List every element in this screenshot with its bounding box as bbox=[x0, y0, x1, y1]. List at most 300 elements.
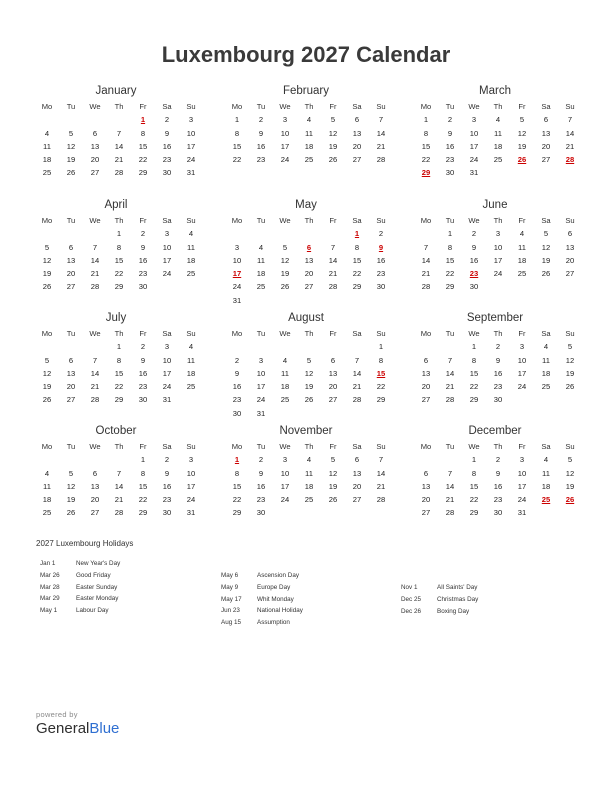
day-cell: 6 bbox=[330, 355, 336, 365]
day-cell: 10 bbox=[186, 468, 196, 478]
day-cell: 3 bbox=[258, 355, 264, 365]
day-cell: 10 bbox=[280, 468, 290, 478]
weekday-header: We bbox=[279, 216, 291, 225]
day-cell: 5 bbox=[44, 242, 50, 252]
weekday-header: Th bbox=[114, 329, 124, 338]
day-cell: 15 bbox=[232, 141, 242, 151]
month-april bbox=[36, 198, 196, 294]
day-cell: 22 bbox=[445, 269, 455, 279]
day-cell: 23 bbox=[138, 269, 148, 279]
weekday-header: Th bbox=[493, 102, 503, 111]
empty-day-cell bbox=[273, 227, 297, 240]
day-cell: 7 bbox=[330, 242, 336, 252]
weekday-header: Th bbox=[493, 329, 503, 338]
day-cell: 4 bbox=[282, 355, 288, 365]
day-cell: 29 bbox=[232, 508, 242, 518]
day-cell: 18 bbox=[186, 255, 196, 265]
day-cell: 19 bbox=[66, 155, 76, 165]
weekday-header: Fr bbox=[329, 216, 337, 225]
day-cell: 31 bbox=[186, 168, 196, 178]
day-cell: 5 bbox=[330, 115, 336, 125]
empty-day-cell bbox=[297, 227, 321, 240]
day-cell: 9 bbox=[140, 355, 146, 365]
day-cell: 15 bbox=[352, 255, 362, 265]
weekday-header: Fr bbox=[518, 329, 526, 338]
day-cell: 19 bbox=[541, 255, 551, 265]
day-cell: 15 bbox=[232, 481, 242, 491]
weekday-header: Su bbox=[186, 442, 196, 451]
day-cell: 30 bbox=[138, 282, 148, 292]
day-cell: 17 bbox=[256, 382, 266, 392]
empty-day-cell bbox=[83, 340, 107, 353]
day-cell: 4 bbox=[188, 342, 194, 352]
day-cell: 10 bbox=[256, 368, 266, 378]
day-cell: 3 bbox=[282, 115, 288, 125]
holiday-day-cell: 29 bbox=[421, 168, 431, 178]
day-cell: 29 bbox=[114, 395, 124, 405]
day-cell: 17 bbox=[162, 368, 172, 378]
day-cell: 14 bbox=[114, 141, 124, 151]
weekday-header: We bbox=[89, 216, 101, 225]
weekday-header: Tu bbox=[256, 329, 266, 338]
month-name: December bbox=[468, 425, 522, 437]
day-cell: 11 bbox=[43, 141, 51, 151]
day-cell: 7 bbox=[92, 242, 98, 252]
holiday-name: Good Friday bbox=[76, 571, 111, 579]
weekday-header: We bbox=[468, 216, 480, 225]
holiday-column bbox=[221, 570, 303, 629]
day-cell: 8 bbox=[116, 355, 122, 365]
holiday-date: Dec 26 bbox=[401, 607, 421, 615]
day-cell: 8 bbox=[447, 242, 453, 252]
day-cell: 26 bbox=[328, 495, 338, 505]
holiday-name: Assumption bbox=[257, 619, 290, 627]
month-february bbox=[226, 84, 386, 166]
day-cell: 27 bbox=[90, 168, 100, 178]
day-cell: 20 bbox=[352, 481, 362, 491]
day-cell: 2 bbox=[140, 229, 146, 239]
day-cell: 2 bbox=[447, 115, 453, 125]
day-cell: 15 bbox=[114, 255, 124, 265]
day-cell: 1 bbox=[116, 229, 122, 239]
day-cell: 17 bbox=[280, 481, 290, 491]
holiday-item bbox=[221, 605, 303, 617]
empty-day-cell bbox=[107, 113, 131, 126]
weekday-header: Th bbox=[304, 442, 314, 451]
empty-day-cell bbox=[107, 453, 131, 466]
day-cell: 24 bbox=[162, 382, 172, 392]
day-cell: 13 bbox=[541, 128, 551, 138]
day-cell: 21 bbox=[352, 382, 362, 392]
weekday-header: Su bbox=[186, 329, 196, 338]
day-cell: 27 bbox=[90, 508, 100, 518]
weekday-header: Fr bbox=[518, 442, 526, 451]
day-cell: 2 bbox=[164, 455, 170, 465]
holiday-day-cell: 1 bbox=[234, 455, 240, 465]
day-cell: 17 bbox=[280, 141, 290, 151]
day-cell: 23 bbox=[493, 495, 503, 505]
month-days-grid bbox=[35, 440, 196, 520]
day-cell: 21 bbox=[421, 269, 431, 279]
weekday-header: Mo bbox=[41, 442, 53, 451]
day-cell: 22 bbox=[138, 495, 148, 505]
day-cell: 1 bbox=[140, 455, 146, 465]
holiday-item bbox=[40, 558, 120, 570]
holiday-item bbox=[221, 570, 303, 582]
empty-day-cell bbox=[35, 227, 59, 240]
day-cell: 13 bbox=[421, 368, 431, 378]
month-days-grid bbox=[35, 327, 196, 407]
day-cell: 18 bbox=[304, 481, 314, 491]
day-cell: 14 bbox=[421, 255, 431, 265]
weekday-header: Fr bbox=[329, 329, 337, 338]
month-october bbox=[36, 424, 196, 520]
day-cell: 11 bbox=[281, 368, 289, 378]
day-cell: 12 bbox=[328, 128, 338, 138]
day-cell: 23 bbox=[256, 495, 266, 505]
day-cell: 29 bbox=[445, 282, 455, 292]
day-cell: 19 bbox=[328, 141, 338, 151]
day-cell: 21 bbox=[565, 141, 575, 151]
day-cell: 28 bbox=[445, 395, 455, 405]
day-cell: 4 bbox=[258, 242, 264, 252]
day-cell: 27 bbox=[304, 282, 314, 292]
day-cell: 27 bbox=[66, 282, 76, 292]
day-cell: 4 bbox=[519, 229, 525, 239]
empty-day-cell bbox=[438, 453, 462, 466]
day-cell: 28 bbox=[90, 282, 100, 292]
holiday-name: Boxing Day bbox=[437, 607, 470, 615]
day-cell: 24 bbox=[517, 495, 527, 505]
day-cell: 26 bbox=[280, 282, 290, 292]
day-cell: 14 bbox=[376, 468, 386, 478]
day-cell: 15 bbox=[445, 255, 455, 265]
day-cell: 21 bbox=[376, 481, 386, 491]
weekday-header: Su bbox=[565, 442, 575, 451]
weekday-header: Sa bbox=[541, 442, 551, 451]
day-cell: 30 bbox=[493, 395, 503, 405]
weekday-header: Sa bbox=[541, 102, 551, 111]
weekday-header: Mo bbox=[41, 329, 53, 338]
day-cell: 28 bbox=[376, 495, 386, 505]
day-cell: 13 bbox=[90, 481, 100, 491]
day-cell: 27 bbox=[352, 155, 362, 165]
month-name: November bbox=[279, 425, 333, 437]
day-cell: 26 bbox=[66, 508, 76, 518]
day-cell: 12 bbox=[565, 355, 575, 365]
day-cell: 20 bbox=[352, 141, 362, 151]
day-cell: 22 bbox=[421, 155, 431, 165]
day-cell: 15 bbox=[469, 368, 479, 378]
day-cell: 1 bbox=[471, 342, 477, 352]
day-cell: 8 bbox=[234, 128, 240, 138]
empty-day-cell bbox=[249, 227, 273, 240]
day-cell: 17 bbox=[162, 255, 172, 265]
weekday-header: Su bbox=[376, 216, 386, 225]
day-cell: 22 bbox=[114, 382, 124, 392]
day-cell: 16 bbox=[493, 481, 503, 491]
day-cell: 2 bbox=[234, 355, 240, 365]
day-cell: 14 bbox=[90, 368, 100, 378]
weekday-header: Fr bbox=[139, 329, 147, 338]
holiday-item bbox=[221, 582, 303, 594]
day-cell: 5 bbox=[543, 229, 549, 239]
day-cell: 8 bbox=[116, 242, 122, 252]
day-cell: 8 bbox=[140, 128, 146, 138]
day-cell: 10 bbox=[517, 355, 527, 365]
day-cell: 7 bbox=[116, 468, 122, 478]
day-cell: 9 bbox=[140, 242, 146, 252]
day-cell: 18 bbox=[493, 141, 503, 151]
day-cell: 7 bbox=[447, 355, 453, 365]
weekday-header: Sa bbox=[352, 102, 362, 111]
weekday-header: We bbox=[279, 442, 291, 451]
day-cell: 9 bbox=[471, 242, 477, 252]
empty-day-cell bbox=[59, 340, 83, 353]
day-cell: 27 bbox=[66, 395, 76, 405]
day-cell: 28 bbox=[90, 395, 100, 405]
weekday-header: Su bbox=[565, 216, 575, 225]
brand-name-general: General bbox=[36, 720, 90, 737]
holiday-name: Christmas Day bbox=[437, 595, 479, 603]
day-cell: 20 bbox=[304, 269, 314, 279]
month-may bbox=[226, 198, 386, 307]
month-name: February bbox=[282, 85, 330, 97]
day-cell: 13 bbox=[90, 141, 100, 151]
day-cell: 24 bbox=[280, 495, 290, 505]
day-cell: 30 bbox=[469, 282, 479, 292]
weekday-header: Th bbox=[114, 442, 124, 451]
day-cell: 1 bbox=[378, 342, 384, 352]
empty-day-cell bbox=[249, 340, 273, 353]
day-cell: 18 bbox=[541, 368, 551, 378]
day-cell: 7 bbox=[378, 455, 384, 465]
day-cell: 8 bbox=[234, 468, 240, 478]
month-name: August bbox=[288, 312, 324, 324]
weekday-header: Th bbox=[304, 329, 314, 338]
day-cell: 28 bbox=[114, 168, 124, 178]
day-cell: 11 bbox=[43, 481, 51, 491]
holiday-item bbox=[401, 594, 478, 606]
day-cell: 11 bbox=[305, 468, 313, 478]
day-cell: 14 bbox=[565, 128, 575, 138]
weekday-header: We bbox=[89, 442, 101, 451]
day-cell: 11 bbox=[187, 242, 195, 252]
day-cell: 19 bbox=[304, 382, 314, 392]
day-cell: 12 bbox=[565, 468, 575, 478]
month-days-grid bbox=[414, 214, 575, 294]
day-cell: 23 bbox=[256, 155, 266, 165]
day-cell: 10 bbox=[162, 355, 172, 365]
weekday-header: Tu bbox=[445, 442, 455, 451]
day-cell: 28 bbox=[328, 282, 338, 292]
day-cell: 8 bbox=[354, 242, 360, 252]
day-cell: 10 bbox=[493, 242, 503, 252]
day-cell: 6 bbox=[423, 468, 429, 478]
day-cell: 2 bbox=[258, 115, 264, 125]
day-cell: 7 bbox=[116, 128, 122, 138]
day-cell: 15 bbox=[138, 481, 148, 491]
day-cell: 6 bbox=[92, 468, 98, 478]
day-cell: 5 bbox=[306, 355, 312, 365]
day-cell: 11 bbox=[542, 355, 550, 365]
month-days-grid bbox=[414, 440, 575, 520]
month-name: January bbox=[95, 85, 137, 97]
day-cell: 19 bbox=[517, 141, 527, 151]
day-cell: 16 bbox=[162, 141, 172, 151]
weekday-header: Su bbox=[186, 102, 196, 111]
day-cell: 31 bbox=[469, 168, 479, 178]
day-cell: 21 bbox=[114, 155, 124, 165]
holiday-day-cell: 28 bbox=[565, 155, 575, 165]
day-cell: 28 bbox=[445, 508, 455, 518]
holiday-day-cell: 6 bbox=[306, 242, 312, 252]
day-cell: 8 bbox=[423, 128, 429, 138]
weekday-header: Mo bbox=[420, 216, 432, 225]
month-days-grid bbox=[35, 100, 196, 180]
holiday-date: Mar 29 bbox=[40, 595, 60, 603]
day-cell: 9 bbox=[164, 468, 170, 478]
day-cell: 28 bbox=[376, 155, 386, 165]
day-cell: 3 bbox=[188, 115, 194, 125]
day-cell: 30 bbox=[256, 508, 266, 518]
day-cell: 10 bbox=[517, 468, 527, 478]
day-cell: 25 bbox=[42, 508, 52, 518]
day-cell: 27 bbox=[352, 495, 362, 505]
weekday-header: Sa bbox=[162, 216, 172, 225]
day-cell: 21 bbox=[445, 382, 455, 392]
day-cell: 18 bbox=[42, 495, 52, 505]
day-cell: 16 bbox=[162, 481, 172, 491]
day-cell: 17 bbox=[186, 481, 196, 491]
day-cell: 25 bbox=[304, 495, 314, 505]
day-cell: 20 bbox=[565, 255, 575, 265]
holiday-date: May 17 bbox=[221, 595, 242, 603]
weekday-header: We bbox=[89, 102, 101, 111]
day-cell: 14 bbox=[328, 255, 338, 265]
month-january bbox=[36, 84, 196, 180]
holiday-item bbox=[401, 606, 478, 618]
day-cell: 23 bbox=[493, 382, 503, 392]
day-cell: 9 bbox=[234, 368, 240, 378]
weekday-header: Tu bbox=[445, 102, 455, 111]
day-cell: 14 bbox=[114, 481, 124, 491]
day-cell: 12 bbox=[541, 242, 551, 252]
day-cell: 18 bbox=[256, 269, 266, 279]
day-cell: 30 bbox=[232, 408, 242, 418]
day-cell: 11 bbox=[257, 255, 265, 265]
holiday-date: Nov 1 bbox=[401, 584, 418, 591]
month-days-grid bbox=[414, 327, 575, 407]
day-cell: 20 bbox=[421, 382, 431, 392]
weekday-header: Th bbox=[493, 216, 503, 225]
holiday-column bbox=[40, 558, 120, 617]
empty-day-cell bbox=[297, 340, 321, 353]
day-cell: 17 bbox=[186, 141, 196, 151]
day-cell: 7 bbox=[447, 468, 453, 478]
month-name: March bbox=[479, 85, 511, 97]
day-cell: 18 bbox=[186, 368, 196, 378]
day-cell: 28 bbox=[421, 282, 431, 292]
weekday-header: Th bbox=[114, 216, 124, 225]
weekday-header: Su bbox=[565, 102, 575, 111]
holiday-day-cell: 9 bbox=[378, 242, 384, 252]
day-cell: 25 bbox=[186, 269, 196, 279]
day-cell: 11 bbox=[305, 128, 313, 138]
day-cell: 12 bbox=[42, 255, 52, 265]
day-cell: 23 bbox=[138, 382, 148, 392]
weekday-header: We bbox=[468, 102, 480, 111]
day-cell: 3 bbox=[519, 342, 525, 352]
weekday-header: We bbox=[468, 442, 480, 451]
weekday-header: We bbox=[89, 329, 101, 338]
weekday-header: Tu bbox=[66, 442, 76, 451]
weekday-header: Su bbox=[376, 102, 386, 111]
holiday-item bbox=[221, 594, 303, 606]
day-cell: 7 bbox=[423, 242, 429, 252]
day-cell: 19 bbox=[328, 481, 338, 491]
weekday-header: Tu bbox=[66, 102, 76, 111]
weekday-header: Th bbox=[493, 442, 503, 451]
day-cell: 30 bbox=[138, 395, 148, 405]
month-august bbox=[226, 311, 386, 420]
empty-day-cell bbox=[438, 340, 462, 353]
day-cell: 30 bbox=[493, 508, 503, 518]
weekday-header: Th bbox=[114, 102, 124, 111]
day-cell: 25 bbox=[186, 382, 196, 392]
day-cell: 2 bbox=[495, 455, 501, 465]
day-cell: 8 bbox=[140, 468, 146, 478]
day-cell: 23 bbox=[445, 155, 455, 165]
weekday-header: Mo bbox=[41, 216, 53, 225]
holiday-day-cell: 23 bbox=[469, 269, 479, 279]
empty-day-cell bbox=[414, 340, 438, 353]
day-cell: 10 bbox=[232, 255, 242, 265]
month-days-grid bbox=[225, 440, 386, 520]
day-cell: 12 bbox=[42, 368, 52, 378]
day-cell: 31 bbox=[517, 508, 527, 518]
day-cell: 23 bbox=[376, 269, 386, 279]
weekday-header: Su bbox=[186, 216, 196, 225]
day-cell: 24 bbox=[493, 269, 503, 279]
day-cell: 22 bbox=[376, 382, 386, 392]
day-cell: 14 bbox=[445, 481, 455, 491]
day-cell: 5 bbox=[330, 455, 336, 465]
day-cell: 12 bbox=[328, 468, 338, 478]
day-cell: 13 bbox=[565, 242, 575, 252]
day-cell: 27 bbox=[421, 508, 431, 518]
month-name: June bbox=[482, 199, 508, 211]
day-cell: 21 bbox=[445, 495, 455, 505]
day-cell: 22 bbox=[232, 495, 242, 505]
day-cell: 11 bbox=[518, 242, 526, 252]
empty-day-cell bbox=[414, 227, 438, 240]
weekday-header: Mo bbox=[231, 102, 243, 111]
holidays-title: 2027 Luxembourg Holidays bbox=[36, 539, 134, 548]
day-cell: 20 bbox=[66, 269, 76, 279]
day-cell: 4 bbox=[543, 342, 549, 352]
empty-day-cell bbox=[225, 227, 249, 240]
empty-day-cell bbox=[35, 453, 59, 466]
holiday-item bbox=[40, 570, 120, 582]
day-cell: 25 bbox=[493, 155, 503, 165]
holiday-date: Mar 28 bbox=[40, 583, 60, 591]
powered-by-text: powered by bbox=[36, 710, 78, 719]
day-cell: 2 bbox=[378, 229, 384, 239]
weekday-header: Fr bbox=[518, 216, 526, 225]
day-cell: 22 bbox=[469, 495, 479, 505]
day-cell: 29 bbox=[352, 282, 362, 292]
